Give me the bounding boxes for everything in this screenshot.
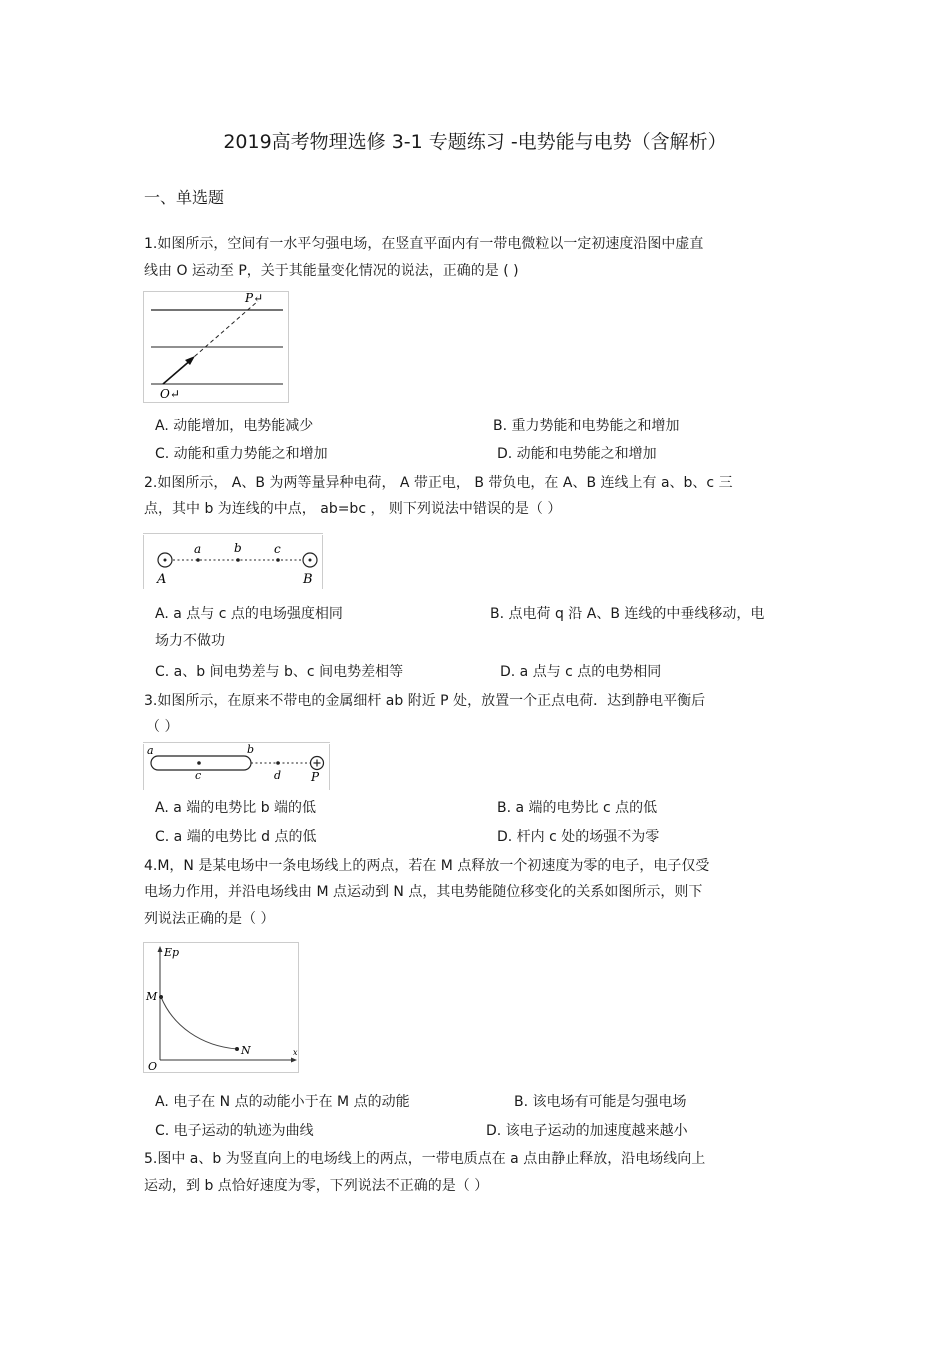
q3-label-c: c [195,769,202,782]
q5-line-2: 运动，到 b 点恰好速度为零，下列说法不正确的是（ ） [144,1178,489,1194]
q2-point-b [236,558,240,562]
q3-point-c [197,761,201,765]
q2-label-a: a [194,542,202,556]
q4-line-2: 电场力作用，并沿电场线由 M 点运动到 N 点，其电势能随位移变化的关系如图所示，则下 [144,884,703,900]
q1-label-o: O↵ [160,387,180,401]
q3-option-c: C. a 端的电势比 d 点的低 [155,829,317,845]
q3-line-2: （ ） [146,719,179,735]
q5-line-1: 5.图中 a、b 为竖直向上的电场线上的两点，一带电质点在 a 点由静止释放，沿电场线向上 [144,1151,706,1167]
q2-option-b-line-1: B. 点电荷 q 沿 A、B 连线的中垂线移动，电 [490,606,765,622]
q4-point-m [159,995,163,999]
q4-option-d: D. 该电子运动的加速度越来越小 [486,1123,688,1139]
q1-figure [143,291,289,403]
q3-option-a: A. a 端的电势比 b 端的低 [155,800,317,816]
q4-option-a: A. 电子在 N 点的动能小于在 M 点的动能 [155,1094,410,1110]
q4-figure [143,942,301,1074]
q4-label-o: O [148,1060,158,1073]
q4-point-n [235,1047,239,1051]
q1-velocity-arrow [163,359,192,384]
q4-label-m: M [146,990,158,1003]
q4-option-c: C. 电子运动的轨迹为曲线 [155,1123,314,1139]
q4-line-3: 列说法正确的是（ ） [144,911,275,927]
q4-option-b: B. 该电场有可能是匀强电场 [514,1094,687,1110]
q3-point-d [276,761,280,765]
q3-option-d: D. 杆内 c 处的场强不为零 [497,829,660,845]
q2-label-b: b [234,541,242,555]
q1-label-p: P↵ [245,291,264,305]
q1-option-a: A. 动能增加，电势能减少 [155,418,314,434]
q2-label-charge-a: A [157,572,167,587]
q1-option-b: B. 重力势能和电势能之和增加 [493,418,680,434]
q2-line-2: 点，其中 b 为连线的中点， ab=bc ， 则下列说法中错误的是（ ） [144,501,562,517]
q2-figure [143,533,323,589]
q2-option-b-line-2: 场力不做功 [155,633,225,649]
q3-label-p: P [311,770,320,784]
q2-line-1: 2.如图所示， A、B 为两等量异种电荷， A 带正电， B 带负电，在 A、B 连线上有 a、b、c 三 [144,475,733,491]
page-title: 2019高考物理选修 3-1 专题练习 -电势能与电势（含解析） [223,131,727,153]
q2-option-d: D. a 点与 c 点的电势相同 [500,664,662,680]
q3-metal-rod [151,756,251,770]
q3-figure [143,742,330,790]
q2-option-a: A. a 点与 c 点的电场强度相同 [155,606,343,622]
q3-option-b: B. a 端的电势比 c 点的低 [497,800,658,816]
q2-option-c: C. a、b 间电势差与 b、c 间电势差相等 [155,664,404,680]
q4-energy-curve [161,997,237,1049]
q3-line-1: 3.如图所示，在原来不带电的金属细杆 ab 附近 P 处，放置一个正点电荷．达到静电平衡后 [144,693,706,709]
q3-label-a: a [147,744,154,757]
q1-line-2: 线由 O 运动至 P，关于其能量变化情况的说法，正确的是 ( ) [144,263,519,279]
q4-line-1: 4.M，N 是某电场中一条电场线上的两点，若在 M 点释放一个初速度为零的电子，电子仅受 [144,858,710,874]
q3-label-b: b [247,743,255,756]
q2-point-a [196,558,200,562]
q2-label-c: c [274,542,281,556]
q1-option-d: D. 动能和电势能之和增加 [497,446,657,462]
section-heading: 一、单选题 [144,188,225,207]
q4-label-ep: Ep [164,946,180,959]
q4-label-x: x [293,1048,298,1057]
q1-line-1: 1.如图所示，空间有一水平匀强电场，在竖直平面内有一带电微粒以一定初速度沿图中虚直 [144,236,704,252]
q4-label-n: N [241,1044,251,1057]
q2-label-charge-b: B [303,572,313,587]
q1-option-c: C. 动能和重力势能之和增加 [155,446,328,462]
q2-point-c [276,558,280,562]
q3-label-d: d [274,769,282,782]
